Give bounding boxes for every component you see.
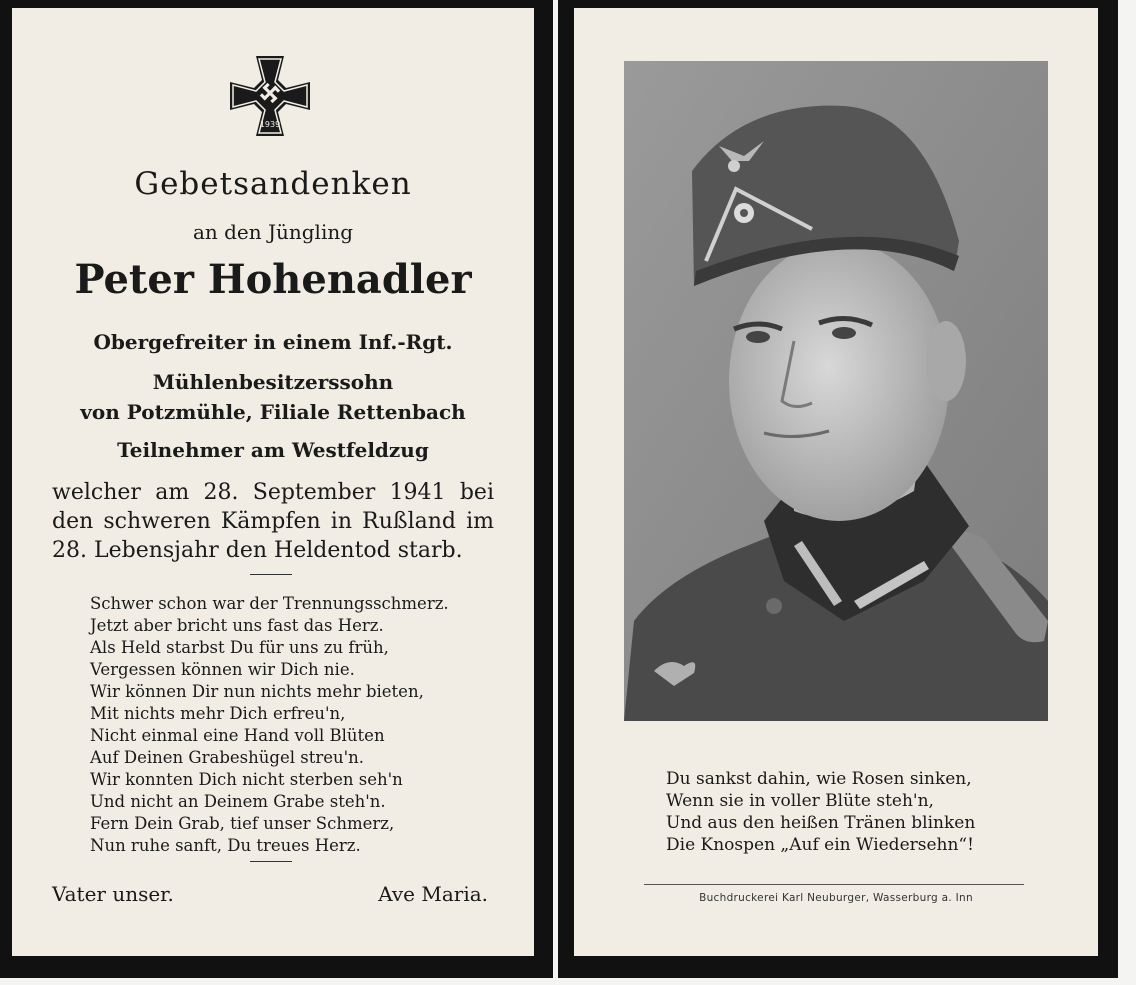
poem-line: Nicht einmal eine Hand voll Blüten: [90, 726, 385, 745]
poem: [90, 593, 500, 857]
card-title: Gebetsandenken: [134, 166, 412, 202]
prayer-our-father: Vater unser.: [52, 882, 174, 906]
printer-imprint: Buchdruckerei Karl Neuburger, Wasserburg a. Inn: [699, 892, 973, 904]
addressee-line: an den Jüngling: [192, 220, 354, 244]
memorial-card-left: [0, 0, 553, 978]
poem-line: Jetzt aber bricht uns fast das Herz.: [90, 616, 384, 635]
card-paper-right: [574, 8, 1098, 956]
poem-line: Wir können Dir nun nichts mehr bieten,: [90, 682, 424, 701]
poem-line: Vergessen können wir Dich nie.: [90, 660, 355, 679]
campaign-line: Teilnehmer am Westfeldzug: [117, 438, 429, 462]
divider-bottom: [250, 861, 292, 862]
poem-line: Mit nichts mehr Dich erfreu'n,: [90, 704, 346, 723]
rank-line: Obergefreiter in einem Inf.-Rgt.: [93, 330, 453, 354]
family-line-2: von Potzmühle, Filiale Rettenbach: [80, 400, 466, 424]
card-paper-left: [12, 8, 534, 956]
prayer-hail-mary: Ave Maria.: [378, 882, 488, 906]
printer-divider: [644, 884, 1024, 885]
soldier-portrait-photo: [624, 61, 1048, 721]
poem-line: Auf Deinen Grabeshügel streu'n.: [90, 748, 365, 767]
family-line-1: Mühlenbesitzerssohn: [152, 370, 394, 394]
portrait-illustration: [624, 61, 1048, 721]
cross-year: 1939: [259, 120, 281, 129]
verse-line: Wenn sie in voller Blüte steh'n,: [666, 791, 934, 811]
poem-line: Nun ruhe sanft, Du treues Herz.: [90, 836, 361, 855]
poem-line: Fern Dein Grab, tief unser Schmerz,: [90, 814, 395, 833]
poem-line: Und nicht an Deinem Grabe steh'n.: [90, 792, 386, 811]
verse-line: Die Knospen „Auf ein Wiedersehn“!: [666, 835, 974, 855]
memorial-card-right: [558, 0, 1118, 978]
deceased-name: Peter Hohenadler: [74, 256, 472, 303]
verse-line: Du sankst dahin, wie Rosen sinken,: [666, 769, 972, 789]
poem-line: Wir konnten Dich nicht sterben seh'n: [90, 770, 403, 789]
divider-top: [250, 574, 292, 575]
iron-cross-icon: [230, 56, 310, 136]
death-notice: welcher am 28. September 1941 bei den schweren Kämpfen in Rußland im 28. Lebensjahr den Heldentod starb.: [52, 480, 494, 563]
closing-verse: [666, 768, 1066, 856]
poem-line: Als Held starbst Du für uns zu früh,: [90, 638, 389, 657]
verse-line: Und aus den heißen Tränen blinken: [666, 813, 976, 833]
poem-line: Schwer schon war der Trennungsschmerz.: [90, 594, 449, 613]
